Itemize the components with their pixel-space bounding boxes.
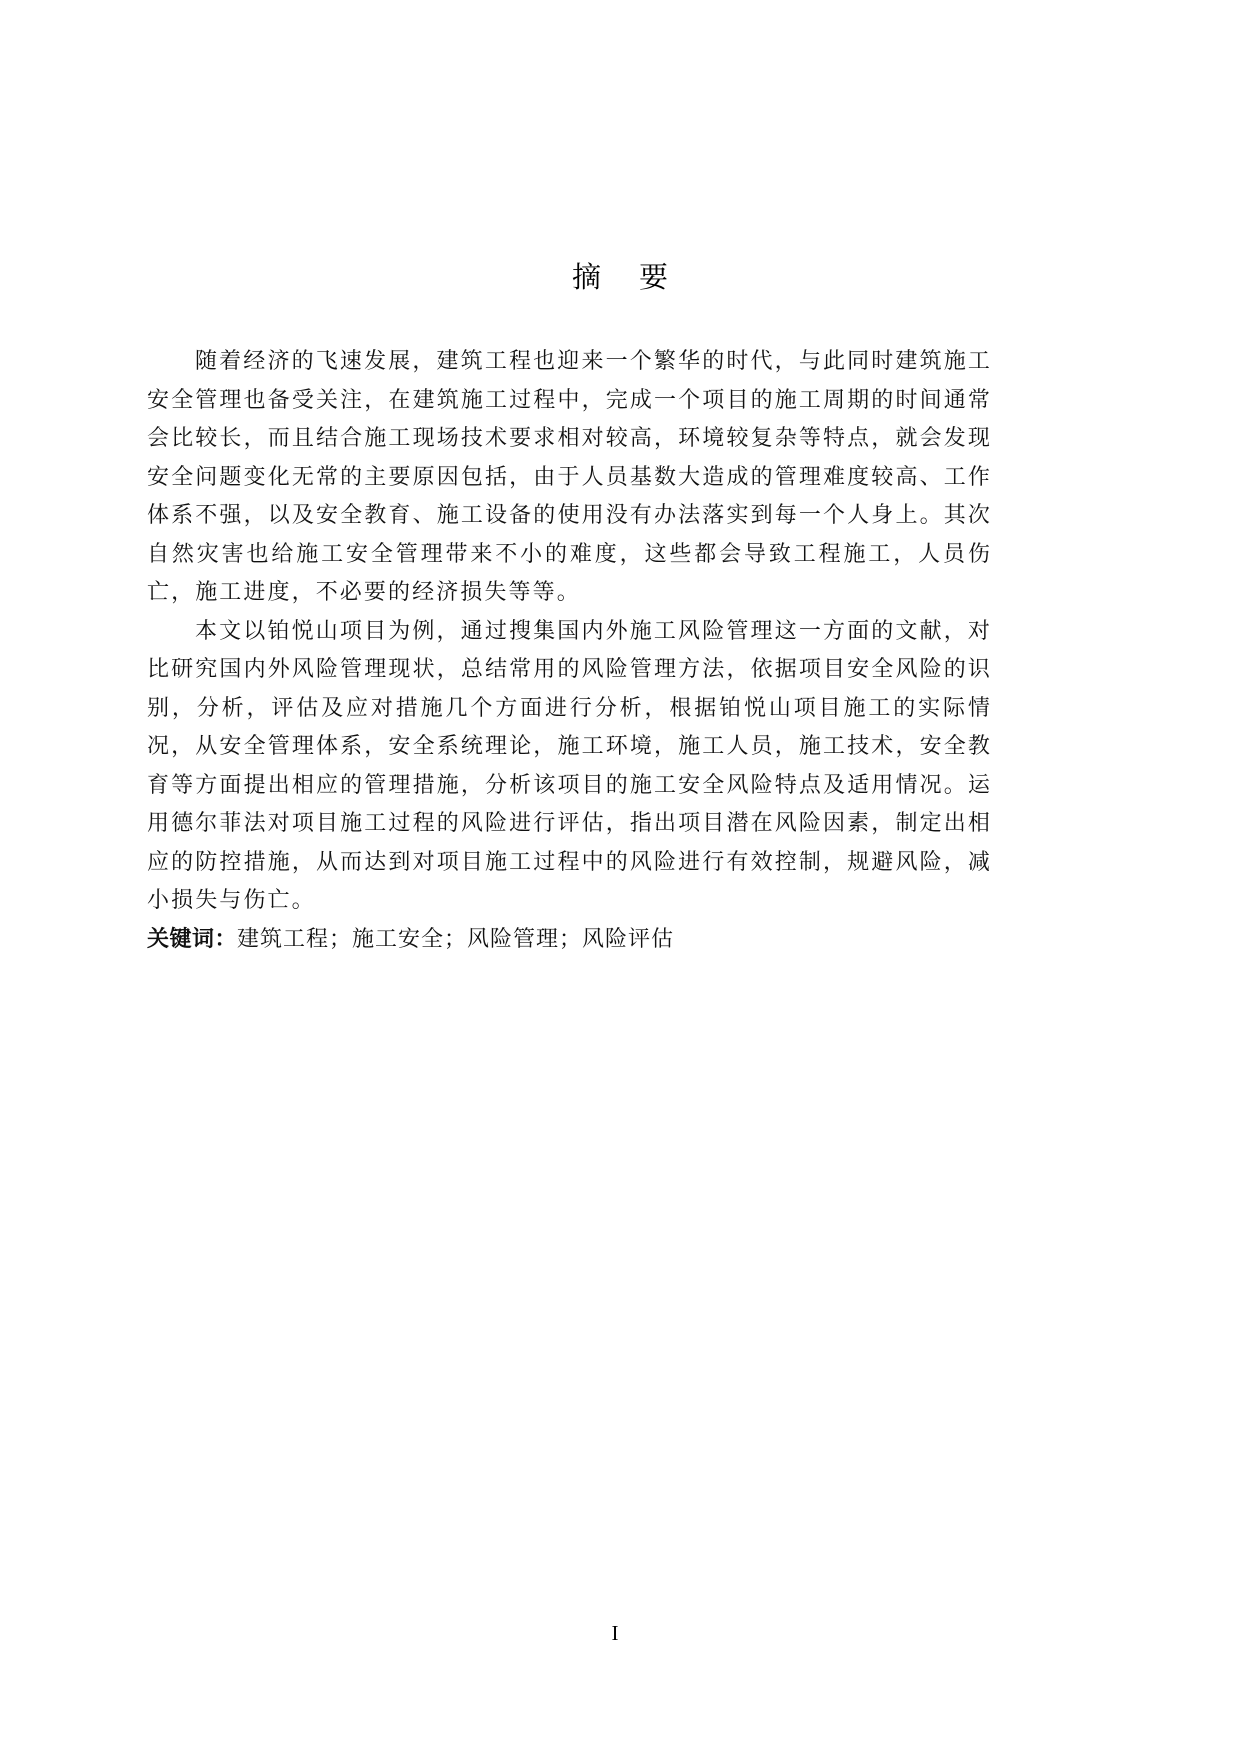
abstract-paragraph-2: 本文以铂悦山项目为例，通过搜集国内外施工风险管理这一方面的文献，对比研究国内外风险管理现状，总结常用的风险管理方法，依据项目安全风险的识别，分析，评估及应对措施几个方面进行分析，根据铂悦山项目施工的实际情况，从安全管理体系，安全系统理论，施工环境，施工人员，施工技术，安全教育等方面提出相应的管理措施，分析该项目的施工安全风险特点及适用情况。运用德尔菲法对项目施工过程的风险进行评估，指出项目潜在风险因素，制定出相应的防控措施，从而达到对项目施工过程中的风险进行有效控制，规避风险，减小损失与伤亡。 — [147, 618, 992, 913]
page-number: I — [611, 1621, 619, 1645]
keywords-line — [147, 921, 992, 960]
abstract-body — [147, 343, 992, 959]
keywords-value: 建筑工程；施工安全；风险管理；风险评估 — [237, 926, 675, 952]
page-title: 摘要 — [571, 260, 706, 294]
abstract-paragraph-1: 随着经济的飞速发展，建筑工程也迎来一个繁华的时代，与此同时建筑施工安全管理也备受关注，在建筑施工过程中，完成一个项目的施工周期的时间通常会比较长，而且结合施工现场技术要求相对较高，环境较复杂等特点，就会发现安全问题变化无常的主要原因包括，由于人员基数大造成的管理难度较高、工作体系不强，以及安全教育、施工设备的使用没有办法落实到每一个人身上。其次自然灾害也给施工安全管理带来不小的难度，这些都会导致工程施工，人员伤亡，施工进度，不必要的经济损失等等。 — [147, 349, 992, 605]
keywords-label: 关键词： — [147, 926, 238, 952]
